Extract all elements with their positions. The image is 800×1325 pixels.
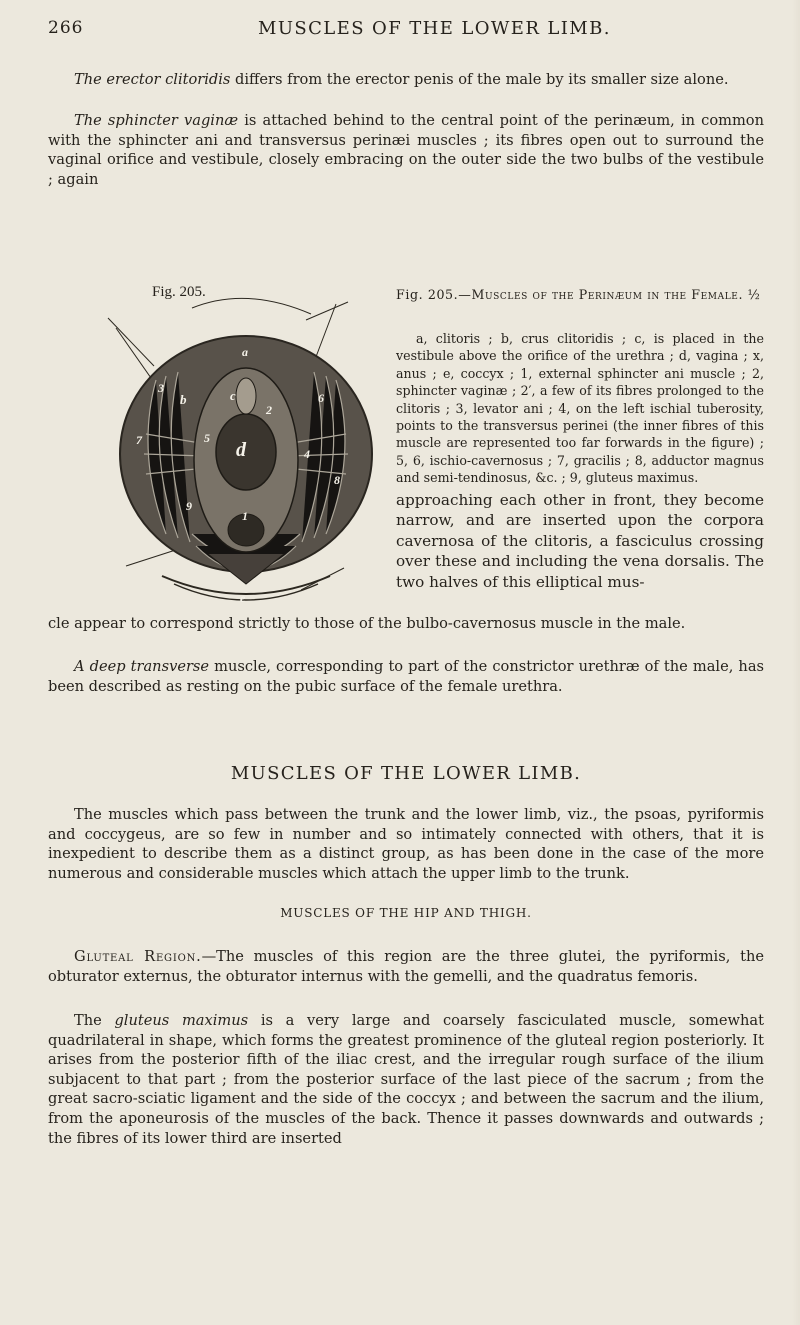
sub-heading: MUSCLES OF THE HIP AND THIGH. — [280, 906, 532, 920]
gmax-text: is a very large and coarsely fasciculated muscle, somewhat quadrilateral in shape, which forms the greatest prominence of the gluteal region posteriorly. It arises from the posterior fifth of the iliac crest, and the irregular rough surface of the ilium subjacent to that part ; from the posterior surface of the last piece of the sacrum ; from the great sacro-sciatic ligament and the side of the coccyx ; and between the sacrum and the ilium, from the aponeurosis of the muscles of the back. Thence it passes downwards and outwards ; the fibres of its lower third are inserted — [48, 1012, 764, 1147]
fig-letter-d: d — [236, 439, 246, 461]
paragraph-deep-transverse — [48, 657, 764, 696]
section-heading: MUSCLES OF THE LOWER LIMB. — [230, 763, 582, 784]
paragraph-gluteus-maximus — [48, 1011, 764, 1148]
intro-paragraph-erector — [48, 70, 764, 90]
fig-number-8: 8 — [334, 473, 340, 487]
fig-letter-e: e — [240, 591, 246, 605]
fig-letter-b: b — [180, 392, 187, 407]
fig-letter-a: a — [242, 345, 248, 359]
fig-number-6: 6 — [318, 391, 324, 405]
figure-caption-title — [396, 286, 764, 303]
fig-number-9: 9 — [186, 499, 192, 513]
paragraph-continuation-narrow: approaching each other in front, they become narrow, and are inserted upon the corpora cavernosa of the clitoris, a fasciculus crossing over these and including the vena dorsalis. The two halves of this elliptical mus- — [396, 491, 764, 591]
page-header — [48, 18, 768, 48]
gmax-lead: The — [74, 1012, 115, 1029]
paragraph-lower-limb-intro: The muscles which pass between the trunk and the lower limb, viz., the psoas, pyriformis and coccygeus, are so few in number and so intimately connected with others, that it is inexpedient to describe them as a distinct group, as has been done in the case of the more numerous and considerable muscles which attach the upper limb to the trunk. — [48, 806, 764, 882]
fig-number-3: 3 — [158, 381, 164, 395]
intro-paragraph-sphincter-text: is attached behind to the central point of the perinæum, in common with the sphincter ani and transversus perinæi muscles ; its fibres open out to surround the vaginal orifice and vestibule, closely embracing on the outer side the two bulbs of the vestibule ; again — [48, 112, 764, 188]
gluteal-region-text: —The muscles of this region are the three glutei, the pyriformis, the obturator externus, the obturator internus with the gemelli, and the quadratus femoris. — [48, 948, 764, 985]
term-erector-clitoridis: The erector clitoridis — [74, 71, 231, 88]
gluteal-region-heading: Gluteal Region. — [74, 948, 202, 965]
figure-caption-body: a, clitoris ; b, crus clitoridis ; c, is placed in the vestibule above the orifice of the urethra ; d, vagina ; x, anus ; e, coccyx ; 1, external sphincter ani muscle ; 2, sphincter vaginæ ; 2′, a few of its fibres prolonged to the clitoris ; 3, levator ani ; 4, on the left ischial tuberosity, points to the transversus perinei (the inner fibres of this muscle are represented too far forwards in the figure) ; 5, 6, ischio-cavernosus ; 7, gracilis ; 8, adductor magnus and semi-tendinosus, &c. ; 9, gluteus maximus. — [396, 331, 764, 486]
fig-number-2: 2 — [266, 403, 272, 417]
page-number: 266 — [48, 18, 84, 38]
term-gluteus-maximus: gluteus maximus — [114, 1012, 249, 1029]
intro-paragraph-erector-text: differs from the erector penis of the male by its smaller size alone. — [230, 71, 729, 88]
term-sphincter-vaginae: The sphincter vaginæ — [74, 112, 239, 129]
intro-paragraph-sphincter — [48, 111, 764, 189]
perineum-figure-illustration — [96, 284, 396, 610]
fig-letter-c: c — [230, 388, 236, 403]
caption-title-text: Muscles of the Perinæum in the Female. — [471, 287, 744, 302]
figure-label: Fig. 205. — [152, 284, 206, 300]
caption-fig-number: Fig. 205.— — [396, 287, 472, 302]
fig-number-4: 4 — [304, 447, 310, 461]
paragraph-deep-transverse-text: muscle, corresponding to part of the constrictor urethræ of the male, has been described as resting on the pubic surface of the female urethra. — [48, 658, 765, 695]
paragraph-continuation-full: cle appear to correspond strictly to those of the bulbo-cavernosus muscle in the male. — [48, 615, 686, 632]
fig-number-1: 1 — [242, 509, 248, 523]
fig-number-7: 7 — [136, 433, 142, 447]
caption-scale: ½ — [747, 287, 761, 302]
term-deep-transverse: A deep transverse — [74, 658, 210, 675]
page-spine-shadow — [792, 0, 800, 1325]
running-head: MUSCLES OF THE LOWER LIMB. — [258, 18, 611, 39]
paragraph-gluteal-region — [48, 947, 764, 986]
fig-number-5: 5 — [204, 431, 210, 445]
